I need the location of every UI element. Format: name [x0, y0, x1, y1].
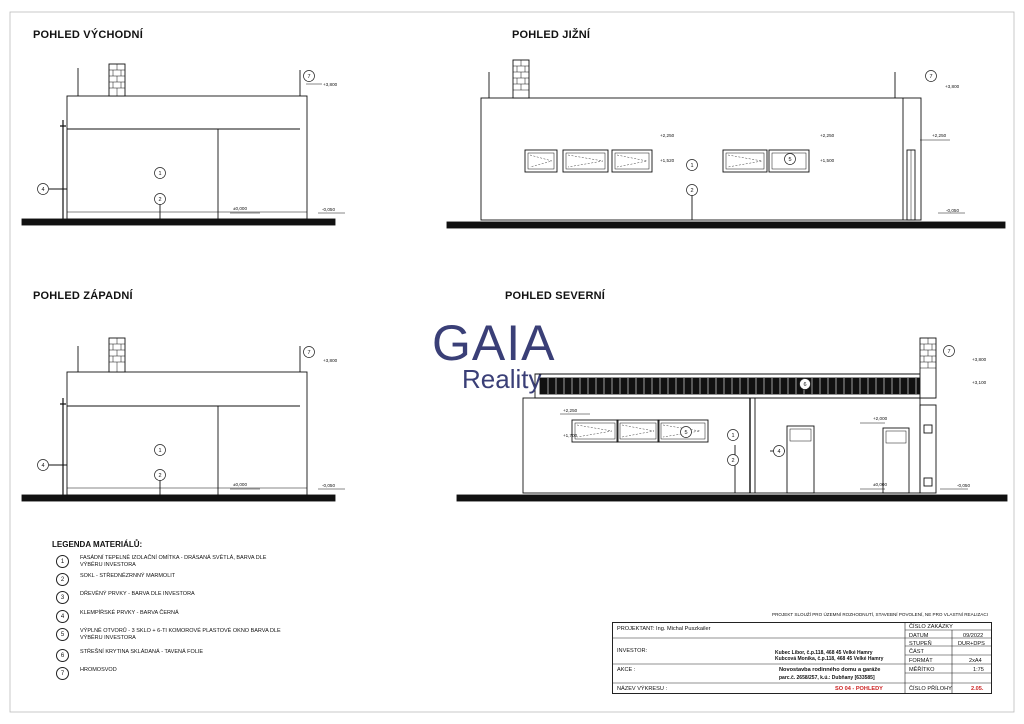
south-ground: [447, 222, 1005, 228]
tb-investor-2: Kubcová Monika, č.p.118, 468 45 Velké Hamry: [775, 656, 884, 662]
svg-text:6: 6: [803, 382, 807, 388]
watermark-subtitle: Reality: [462, 364, 542, 394]
marker-north-5: [681, 427, 692, 438]
level-west-zero: ±0,000: [233, 482, 248, 487]
legend-marker: 3: [56, 591, 69, 604]
tb-akce-label: AKCE :: [617, 667, 636, 673]
tb-akce-1: Novostavba rodinného domu a garáže: [779, 667, 881, 673]
marker-south-2: [687, 185, 698, 196]
marker-east-2: [155, 194, 166, 205]
south-elevation: [447, 60, 1005, 228]
tb-meritko-label: MĚŘÍTKO: [909, 667, 935, 673]
legend-text: HROMOSVOD: [80, 667, 117, 673]
legend-text: DŘEVĚNÝ PRVKY - BARVA DLE INVESTORA: [80, 591, 195, 597]
svg-text:2: 2: [158, 197, 162, 203]
tb-cislo-prilohy-label: ČÍSLO PŘÍLOHY: [909, 686, 952, 692]
north-roof-covering: [540, 378, 920, 394]
legend-item: [56, 628, 290, 642]
marker-east-7: [304, 71, 315, 82]
level-south-minus: -0,050: [946, 208, 960, 213]
marker-south-1: [687, 160, 698, 171]
marker-south-5: [785, 154, 796, 165]
tb-datum: 09/2022: [963, 633, 984, 639]
tb-akce-2: parc.č. 2658/257, k.ú.: Dubňany [633585]: [779, 675, 875, 681]
marker-north-4: [774, 446, 785, 457]
legend-marker: 5: [56, 628, 69, 641]
east-elevation: [22, 64, 345, 225]
svg-text:7: 7: [307, 350, 311, 356]
tb-datum-label: DATUM: [909, 633, 929, 639]
legend-marker: 6: [56, 649, 69, 662]
south-window-2: [563, 150, 608, 172]
tb-cislo-prilohy: 2.05.: [971, 686, 984, 692]
legend-text: STŘEŠNÍ KRYTINA SKLÁDANÁ - TAVENÁ FOLIE: [80, 649, 204, 655]
level-west-minus: -0,050: [322, 483, 336, 488]
level-north-3100: +3,100: [972, 380, 987, 385]
east-downpipe: [60, 120, 66, 219]
legend-item: [56, 610, 290, 623]
level-north-minus: -0,050: [957, 483, 971, 488]
tb-projektant: PROJEKTANT: Ing. Michal Puszkailer: [617, 626, 711, 632]
svg-text:2: 2: [690, 188, 694, 194]
west-elevation: [22, 338, 345, 501]
svg-text:4: 4: [41, 187, 45, 193]
level-east-zero: ±0,000: [233, 206, 248, 211]
north-door: [787, 426, 814, 493]
marker-west-7: [304, 347, 315, 358]
south-wall: [481, 98, 921, 220]
level-south-2250b: +2,250: [820, 133, 835, 138]
svg-text:2: 2: [731, 458, 735, 464]
view-title-west: POHLED ZÁPADNÍ: [33, 290, 133, 302]
level-north-2000: +2,000: [873, 416, 888, 421]
legend-marker: 4: [56, 610, 69, 623]
level-west-top: +3,800: [323, 358, 338, 363]
tb-format: 2xA4: [969, 658, 982, 664]
tb-investor-label: INVESTOR:: [617, 648, 648, 654]
svg-text:4: 4: [41, 463, 45, 469]
marker-east-1: [155, 168, 166, 179]
marker-north-6: [800, 379, 811, 390]
marker-north-2: [728, 455, 739, 466]
level-north-top: +3,800: [972, 357, 987, 362]
legend-text: KLEMPÍŘSKÉ PRVKY - BARVA ČERNÁ: [80, 610, 179, 616]
svg-text:7: 7: [307, 74, 311, 80]
legend-title: LEGENDA MATERIÁLŮ:: [52, 540, 143, 549]
tb-nazev: SO 04 - POHLEDY: [835, 686, 883, 692]
west-ground: [22, 495, 335, 501]
west-wall: [67, 372, 307, 495]
svg-text:5: 5: [788, 157, 792, 163]
tb-cast-label: ČÁST: [909, 649, 924, 655]
svg-text:1: 1: [158, 171, 162, 177]
level-north-1700: +1,700: [563, 433, 578, 438]
level-north-zero: ±0,000: [873, 482, 888, 487]
legend-text: FASÁDNÍ TEPELNĚ IZOLAČNÍ OMÍTKA - DRÁSANÁ SVĚTLÁ, BARVA DLE VÝBĚRU INVESTORA: [80, 555, 267, 568]
legend-item: [56, 591, 290, 604]
view-title-south: POHLED JIŽNÍ: [512, 29, 591, 41]
project-note: PROJEKT SLOUŽÍ PRO ÚZEMNÍ ROZHODNUTÍ, STAVEBNÍ POVOLENÍ, NE PRO VLASTNÍ REALIZACI: [772, 612, 988, 617]
svg-text:1: 1: [690, 163, 694, 169]
tb-meritko: 1:75: [973, 667, 984, 673]
svg-text:7: 7: [947, 349, 951, 355]
tb-format-label: FORMÁT: [909, 658, 933, 664]
legend-text: SOKL - STŘEDNĚZRNNÝ MARMOLIT: [80, 573, 176, 579]
marker-north-7: [944, 346, 955, 357]
svg-text:5: 5: [684, 430, 688, 436]
legend-marker: 7: [56, 667, 69, 680]
level-south-2250c: +2,250: [932, 133, 947, 138]
level-south-1520: +1,520: [660, 158, 675, 163]
tb-nazev-label: NÁZEV VÝKRESU :: [617, 686, 668, 692]
south-window-4: [723, 150, 767, 172]
legend-item: [56, 667, 290, 680]
legend-marker: 1: [56, 555, 69, 568]
legend-item: [56, 649, 290, 662]
view-title-east: POHLED VÝCHODNÍ: [33, 29, 143, 41]
north-window-2: [617, 420, 659, 442]
north-ground: [457, 495, 1007, 501]
east-wall: [67, 96, 307, 219]
svg-text:1: 1: [158, 448, 162, 454]
north-wall: [523, 398, 920, 493]
tb-stupen: DUR+DPS: [958, 641, 985, 647]
level-east-top: +3,800: [323, 82, 338, 87]
marker-west-2: [155, 470, 166, 481]
svg-text:1: 1: [731, 433, 735, 439]
legend-item: [56, 573, 290, 586]
title-block: [612, 622, 992, 694]
tb-stupen-label: STUPEŇ: [909, 641, 932, 647]
tb-cislo-zakazky: ČÍSLO ZAKÁZKY: [909, 624, 953, 630]
east-ground: [22, 219, 335, 225]
marker-west-1: [155, 445, 166, 456]
legend-item: [56, 555, 290, 569]
svg-text:2: 2: [158, 473, 162, 479]
tb-investor-1: Kubec Libor, č.p.118, 468 45 Velké Hamry: [775, 650, 873, 656]
legend-text: VÝPLNĚ OTVORŮ - 3 SKLO + 6-TI KOMOROVÉ PLASTOVÉ OKNO BARVA DLE VÝBĚRU INVESTORA: [80, 628, 281, 641]
level-south-2250a: +2,250: [660, 133, 675, 138]
north-pillar: [920, 405, 936, 493]
legend-marker: 2: [56, 573, 69, 586]
svg-text:4: 4: [777, 449, 781, 455]
level-south-top: +3,800: [945, 84, 960, 89]
level-south-1500: +1,500: [820, 158, 835, 163]
marker-south-7: [926, 71, 937, 82]
level-north-2250: +2,250: [563, 408, 578, 413]
watermark-logo: GAIA: [432, 315, 556, 371]
marker-north-1: [728, 430, 739, 441]
level-east-minus: -0,050: [322, 207, 336, 212]
marker-west-4: [38, 460, 49, 471]
view-title-north: POHLED SEVERNÍ: [505, 290, 605, 302]
marker-east-4: [38, 184, 49, 195]
svg-text:7: 7: [929, 74, 933, 80]
